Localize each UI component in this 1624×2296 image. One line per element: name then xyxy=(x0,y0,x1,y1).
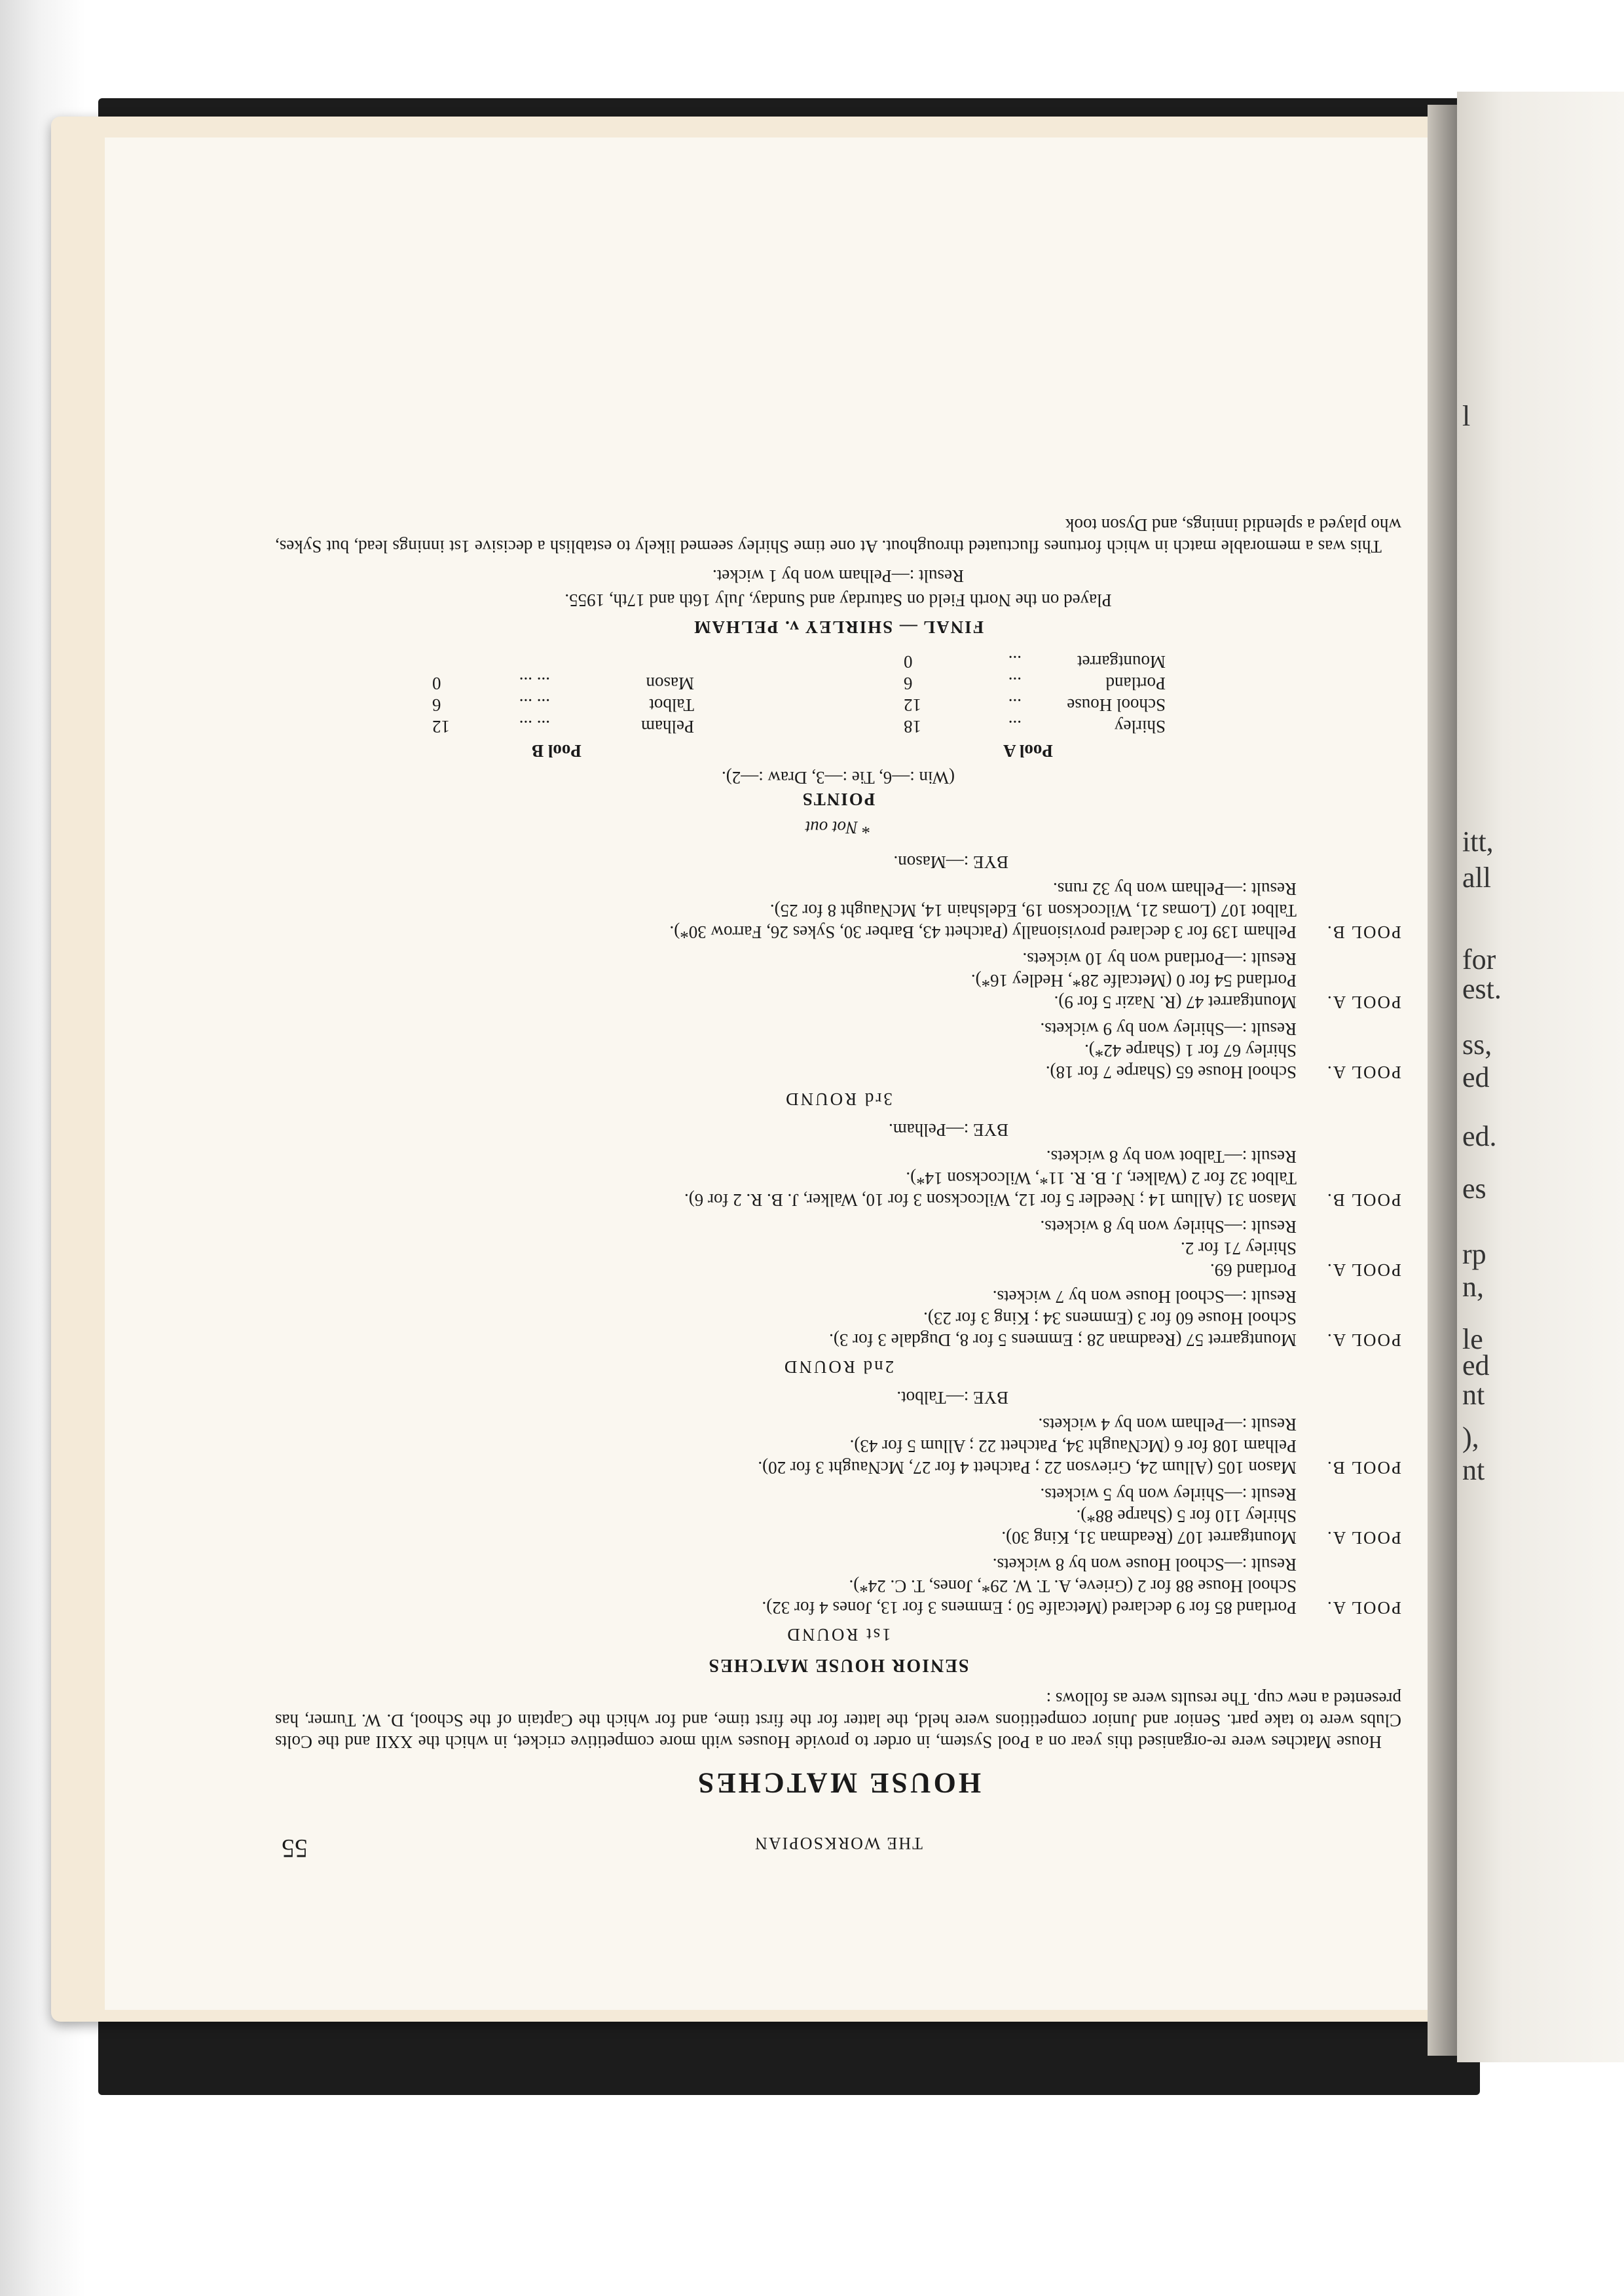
final-played-line: Played on the North Field on Saturday and Sunday, July 16th and 17th, 1955. xyxy=(564,591,1112,610)
facing-text-fragment: ed. xyxy=(1462,1120,1497,1152)
innings-line: Talbot 107 (Lomas 21, Wilcockson 19, Edelshain 14, McNaught 8 for 25). xyxy=(769,901,1297,920)
house-name: Mountgarret xyxy=(1077,652,1166,672)
house-name: Pelham xyxy=(641,717,694,737)
innings-line: Portland 54 for 0 (Metcalfe 28*, Hedley 16*). xyxy=(970,971,1297,991)
not-out-note: * Not out xyxy=(805,818,872,837)
match-result: Result :—Shirley won by 8 wickets. xyxy=(1040,1217,1297,1237)
points-row xyxy=(891,672,1166,694)
innings-line: Shirley 110 for 5 (Sharpe 88*). xyxy=(1076,1506,1297,1526)
pool-b-table xyxy=(419,651,694,761)
match-result: Result :—Pelham won by 4 wickets. xyxy=(1038,1415,1297,1434)
leader-dots: ... xyxy=(1008,717,1022,737)
round-heading: 1st ROUND xyxy=(785,1625,891,1645)
innings-line: Mountgarret 57 (Readman 28 ; Emmens 5 for 8, Dugdale 3 for 3). xyxy=(829,1330,1297,1350)
innings-line: Pelham 108 for 6 (McNaught 34, Patchett 22 ; Allum 5 for 43). xyxy=(849,1436,1297,1456)
pool-label: POOL A. xyxy=(1325,1063,1401,1082)
house-name: Mason xyxy=(646,674,694,693)
match-entry xyxy=(275,948,1401,1013)
bye-line: BYE :—Pelham. xyxy=(889,1120,1008,1140)
innings-line: Shirley 71 for 2. xyxy=(1181,1239,1297,1258)
match-entry xyxy=(275,1554,1401,1618)
innings-line: Mason 105 (Allum 24, Grievson 22 ; Patchett 4 for 27, McNaught 3 for 20). xyxy=(758,1458,1297,1478)
pool-label: POOL A. xyxy=(1325,1598,1401,1618)
points-row xyxy=(891,716,1166,737)
innings-line: Talbot 32 for 2 (Walker, J. B. R. 11*, Wilcockson 14*). xyxy=(906,1169,1297,1188)
pool-a-title: Pool A xyxy=(1003,741,1053,761)
match-result: Result :—Talbot won by 8 wickets. xyxy=(1046,1147,1297,1167)
match-entry xyxy=(275,1484,1401,1548)
running-head-title: THE WORKSOPIAN xyxy=(754,1834,923,1853)
final-heading: FINAL — SHIRLEY v. PELHAM xyxy=(692,617,984,637)
house-points: 6 xyxy=(904,674,913,693)
final-report: This was a memorable match in which fortunes fluctuated throughout. At one time Shirley seemed likely to establish a decisive 1st innings lead, but Sykes, who played a splendid innings, and Dyson took xyxy=(275,515,1401,556)
points-scoring: (Win :—6, Tie :—3, Draw :—2). xyxy=(722,768,955,788)
pool-label: POOL A. xyxy=(1325,1528,1401,1548)
house-points: 0 xyxy=(904,652,913,672)
facing-text-fragment: itt, xyxy=(1462,826,1494,858)
leader-dots: ... ... xyxy=(519,695,550,715)
bye-line: BYE :—Talbot. xyxy=(896,1388,1008,1408)
points-row xyxy=(891,694,1166,716)
match-entry xyxy=(275,1146,1401,1211)
innings-line: Portland 85 for 9 declared (Metcalfe 50 ; Emmens 3 for 13, Jones 4 for 32). xyxy=(762,1598,1297,1618)
innings-line: School House 88 for 2 (Grieve, A. T. W. 29*, Jones, T. C. 24*). xyxy=(849,1576,1297,1596)
points-row xyxy=(419,694,694,716)
house-points: 0 xyxy=(432,674,441,693)
house-points: 12 xyxy=(904,695,921,715)
match-entry xyxy=(275,878,1401,943)
pool-label: POOL B. xyxy=(1325,1458,1401,1478)
house-name: Portland xyxy=(1105,674,1166,693)
house-name: School House xyxy=(1067,695,1166,715)
innings-line: Pelham 139 for 3 declared provisionally (Patchett 43, Barber 30, Sykes 26, Farrow 30*). xyxy=(669,922,1297,942)
facing-text-fragment: ), xyxy=(1462,1421,1479,1453)
match-result: Result :—Pelham won by 32 runs. xyxy=(1053,879,1297,899)
match-result: Result :—Portland won by 10 wickets. xyxy=(1022,949,1297,969)
facing-text-fragment: rp xyxy=(1462,1238,1486,1270)
printed-page-upside-down xyxy=(275,354,1401,1863)
round-heading: 2nd ROUND xyxy=(782,1357,895,1377)
innings-line: School House 60 for 3 (Emmens 34 ; King 3 for 23). xyxy=(923,1309,1297,1328)
leader-dots: ... ... xyxy=(519,674,550,693)
facing-text-fragment: est. xyxy=(1462,973,1502,1005)
match-result: Result :—Shirley won by 5 wickets. xyxy=(1040,1485,1297,1504)
house-name: Talbot xyxy=(649,695,694,715)
pool-a-table xyxy=(891,651,1166,761)
innings-line: Mason 31 (Allum 14 ; Needler 5 for 12, Wilcockson 3 for 10, Walker, J. B. R. 2 for 6). xyxy=(684,1190,1297,1210)
points-tables xyxy=(275,651,1401,761)
facing-text-fragment: all xyxy=(1462,862,1491,894)
innings-line: Shirley 67 for 1 (Sharpe 42*). xyxy=(1084,1041,1297,1061)
pool-label: POOL B. xyxy=(1325,1190,1401,1210)
facing-text-fragment: ss, xyxy=(1462,1029,1492,1061)
facing-text-fragment: le xyxy=(1462,1323,1483,1355)
house-points: 18 xyxy=(904,717,921,737)
pool-label: POOL A. xyxy=(1325,1260,1401,1280)
facing-text-fragment: ed xyxy=(1462,1349,1490,1381)
leader-dots: ... xyxy=(1008,652,1022,672)
match-entry xyxy=(275,1216,1401,1281)
facing-text-fragment: nt xyxy=(1462,1379,1485,1411)
points-row xyxy=(891,651,1166,672)
round-heading: 3rd ROUND xyxy=(784,1089,893,1109)
match-result: Result :—Shirley won by 9 wickets. xyxy=(1040,1019,1297,1039)
facing-text-fragment: ed xyxy=(1462,1061,1490,1093)
intro-paragraph: House Matches were re-organised this year on a Pool System, in order to provide Houses with more competitive cricket, in which the XXII and the Colts Clubs were to take part. Senior and Junior competitions were held, the latter for the first time, and for which the Captain of the School, D. W. Turner, has presented a new cup. The results were as follows : xyxy=(275,1689,1401,1752)
innings-line: Mountgarret 107 (Readman 31, King 30). xyxy=(1001,1528,1297,1548)
match-result: Result :—School House won by 7 wickets. xyxy=(992,1287,1297,1307)
final-result: Result :—Pelham won by 1 wicket. xyxy=(712,566,964,586)
facing-page xyxy=(1457,92,1624,2062)
pool-label: POOL A. xyxy=(1325,993,1401,1012)
match-entry xyxy=(275,1018,1401,1083)
facing-text-fragment: l xyxy=(1462,400,1471,432)
leader-dots: ... xyxy=(1008,674,1022,693)
points-row xyxy=(419,716,694,737)
house-points: 6 xyxy=(432,695,441,715)
innings-line: Portland 69. xyxy=(1210,1260,1297,1280)
points-heading: POINTS xyxy=(801,790,876,809)
facing-text-fragment: es xyxy=(1462,1173,1486,1205)
facing-text-fragment: nt xyxy=(1462,1454,1485,1486)
facing-text-fragment: for xyxy=(1462,943,1496,975)
pool-label: POOL A. xyxy=(1325,1330,1401,1350)
page-number: 55 xyxy=(282,1834,308,1863)
pool-label: POOL B. xyxy=(1325,922,1401,942)
facing-text-fragment: n, xyxy=(1462,1271,1484,1303)
match-result: Result :—School House won by 8 wickets. xyxy=(992,1555,1297,1575)
leader-dots: ... ... xyxy=(519,717,550,737)
innings-line: School House 65 (Sharpe 7 for 18). xyxy=(1045,1063,1297,1082)
match-entry xyxy=(275,1413,1401,1478)
leader-dots: ... xyxy=(1008,695,1022,715)
points-row xyxy=(419,672,694,694)
house-name: Shirley xyxy=(1115,717,1166,737)
senior-heading: SENIOR HOUSE MATCHES xyxy=(707,1655,969,1675)
innings-line: Mountgarret 47 (R. Nazir 5 for 9). xyxy=(1054,993,1297,1012)
house-points: 12 xyxy=(432,717,450,737)
match-entry xyxy=(275,1286,1401,1351)
page-title: HOUSE MATCHES xyxy=(695,1767,982,1799)
bye-line: BYE :—Mason. xyxy=(893,852,1008,872)
pool-b-title: Pool B xyxy=(532,741,581,761)
running-head xyxy=(275,1827,1401,1863)
